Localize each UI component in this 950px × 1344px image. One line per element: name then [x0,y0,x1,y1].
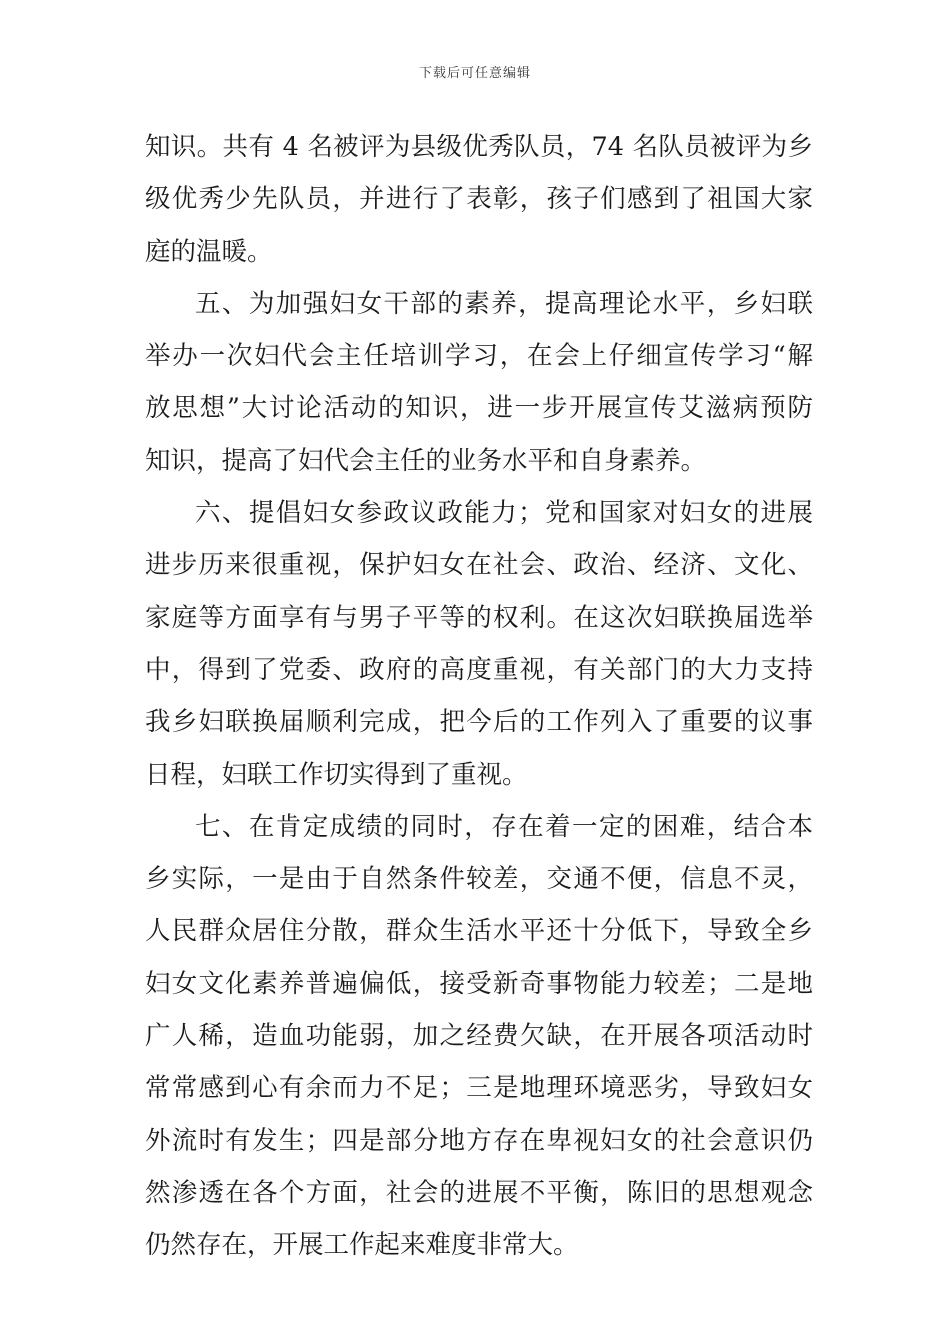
text-line: 知识，提高了妇代会主任的业务水平和自身素养。 [145,445,707,476]
document-body [145,121,813,1272]
text-line: 人民群众居住分散，群众生活水平还十分低下，导致全乡 [145,916,813,947]
text-line: 外流时有发生；四是部分地方存在卑视妇女的社会意识仍 [145,1125,813,1156]
text-line: 举办一次妇代会主任培训学习，在会上仔细宣传学习“解 [145,341,813,372]
text-line: 家庭等方面享有与男子平等的权利。在这次妇联换届选举 [145,602,813,633]
text-line: 级优秀少先队员，并进行了表彰，孩子们感到了祖国大家 [145,184,813,215]
text-line: 广人稀，造血功能弱，加之经费欠缺，在开展各项活动时 [145,1021,813,1052]
text-line: 妇女文化素养普遍偏低，接受新奇事物能力较差；二是地 [145,968,813,999]
text-line: 日程，妇联工作切实得到了重视。 [145,759,528,790]
text-line: 七、在肯定成绩的同时，存在着一定的困难，结合本 [195,811,813,842]
text-line: 乡实际，一是由于自然条件较差，交通不便，信息不灵， [145,864,813,895]
text-line: 仍然存在，开展工作起来难度非常大。 [145,1230,579,1261]
text-line: 知识。共有 4 名被评为县级优秀队员，74 名队员被评为乡 [145,132,813,162]
text-line: 进步历来很重视，保护妇女在社会、政治、经济、文化、 [145,550,813,581]
text-line: 中，得到了党委、政府的高度重视，有关部门的大力支持 [145,654,813,685]
page-header: 下载后可任意编辑 [418,66,531,81]
text-line: 六、提倡妇女参政议政能力；党和国家对妇女的进展 [195,498,813,529]
text-line: 五、为加强妇女干部的素养，提高理论水平，乡妇联 [195,288,813,319]
text-line: 庭的温暖。 [145,236,273,267]
text-line: 然渗透在各个方面，社会的进展不平衡，陈旧的思想观念 [145,1177,813,1208]
text-line: 常常感到心有余而力不足；三是地理环境恶劣，导致妇女 [145,1073,813,1104]
text-line: 放思想”大讨论活动的知识，进一步开展宣传艾滋病预防 [145,393,813,424]
text-line: 我乡妇联换届顺利完成，把今后的工作列入了重要的议事 [145,707,813,738]
